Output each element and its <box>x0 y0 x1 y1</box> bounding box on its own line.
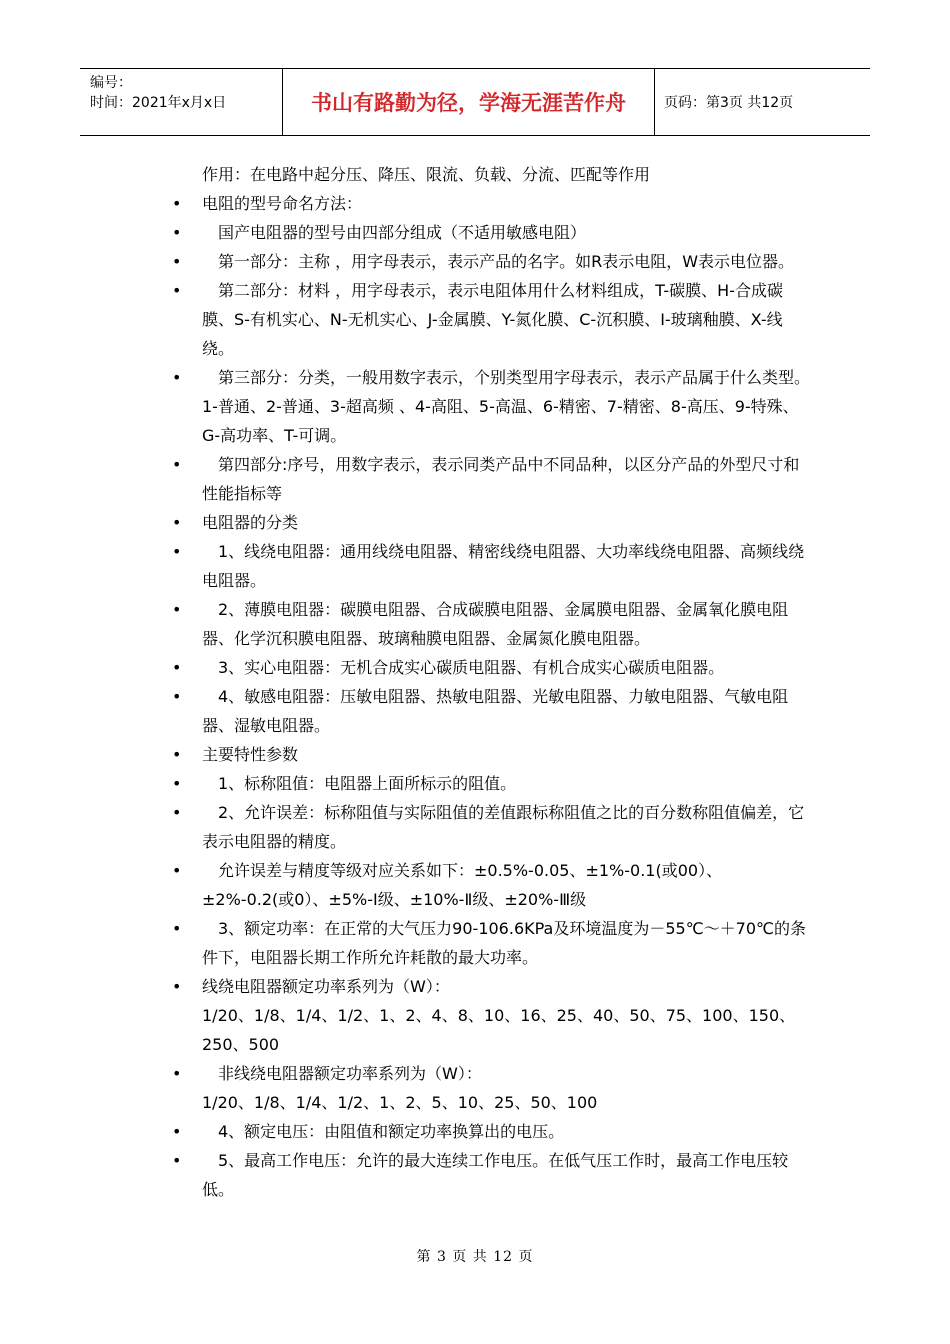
header-number: 编号： <box>90 75 132 91</box>
list-item <box>172 740 812 769</box>
list-item <box>172 769 812 798</box>
header-page-code: 页码：第3页 共12页 <box>664 95 794 111</box>
list-item <box>172 1001 812 1059</box>
list-item <box>172 1146 812 1204</box>
page-header <box>80 68 870 136</box>
list-item-text: 国产电阻器的型号由四部分组成（不适用敏感电阻） <box>218 223 587 242</box>
list-item-text: 第二部分：材料 ，用字母表示，表示电阻体用什么材料组成，T-碳膜、H-合成碳膜、S-有机实心、N-无机实心、J-金属膜、Y-氮化膜、C-沉积膜、I-玻璃釉膜、X-线绕。 <box>202 281 783 358</box>
bullet-marker: • <box>172 658 182 677</box>
list-item-text: 2、薄膜电阻器：碳膜电阻器、合成碳膜电阻器、金属膜电阻器、金属氧化膜电阻器、化学沉积膜电阻器、玻璃釉膜电阻器、金属氮化膜电阻器。 <box>202 600 789 648</box>
header-motto: 书山有路勤为径，学海无涯苦作舟 <box>282 69 655 135</box>
list-item <box>172 363 812 450</box>
list-item-text: 第三部分：分类，一般用数字表示，个别类型用字母表示，表示产品属于什么类型。1-普通、2-普通、3-超高频 、4-高阻、5-高温、6-精密、7-精密、8-高压、9-特殊、G-高功率、T-可调。 <box>202 368 811 445</box>
list-item-text: 非线绕电阻器额定功率系列为（W）： <box>218 1064 482 1083</box>
list-item-text: 1/20、1/8、1/4、1/2、1、2、5、10、25、50、100 <box>202 1093 598 1112</box>
list-item <box>172 160 812 189</box>
list-item-text: 5、最高工作电压：允许的最大连续工作电压。在低气压工作时，最高工作电压较低。 <box>202 1151 789 1199</box>
list-item <box>172 189 812 218</box>
list-item <box>172 276 812 363</box>
bullet-marker: • <box>172 194 182 213</box>
header-time: 时间：2021年x月x日 <box>90 95 227 111</box>
bullet-marker: • <box>172 513 182 532</box>
page-footer: 第 3 页 共 12 页 <box>416 1249 534 1265</box>
list-item-text: 电阻器的分类 <box>202 513 299 532</box>
list-item-text: 允许误差与精度等级对应关系如下：±0.5%-0.05、±1%-0.1(或00）、±2%-0.2(或0）、±5%-Ⅰ级、±10%-Ⅱ级、±20%-Ⅲ级 <box>202 861 723 909</box>
bullet-marker: • <box>172 542 182 561</box>
list-item <box>172 508 812 537</box>
list-item <box>172 682 812 740</box>
list-item <box>172 537 812 595</box>
bullet-marker: • <box>172 252 182 271</box>
list-item <box>172 1117 812 1146</box>
list-item-text: 4、敏感电阻器：压敏电阻器、热敏电阻器、光敏电阻器、力敏电阻器、气敏电阻器、湿敏电阻器。 <box>202 687 789 735</box>
list-item-text: 主要特性参数 <box>202 745 299 764</box>
list-item <box>172 218 812 247</box>
bullet-marker: • <box>172 455 182 474</box>
list-item <box>172 450 812 508</box>
list-item-text: 第四部分:序号，用数字表示，表示同类产品中不同品种，以区分产品的外型尺寸和性能指标等 <box>202 455 800 503</box>
bullet-marker: • <box>172 1122 182 1141</box>
bullet-marker: • <box>172 600 182 619</box>
header-meta <box>80 69 282 135</box>
list-item-text: 第一部分：主称 ，用字母表示，表示产品的名字。如R表示电阻，W表示电位器。 <box>218 252 795 271</box>
list-item <box>172 798 812 856</box>
bullet-marker: • <box>172 977 182 996</box>
list-item <box>172 856 812 914</box>
list-item <box>172 1059 812 1088</box>
list-item-text: 4、额定电压：由阻值和额定功率换算出的电压。 <box>218 1122 565 1141</box>
list-item <box>172 1088 812 1117</box>
list-item <box>172 653 812 682</box>
bullet-marker: • <box>172 803 182 822</box>
list-item-text: 线绕电阻器额定功率系列为（W）： <box>202 977 450 996</box>
list-item <box>172 247 812 276</box>
list-item-text: 1、标称阻值：电阻器上面所标示的阻值。 <box>218 774 517 793</box>
list-item-text: 3、额定功率：在正常的大气压力90-106.6KPa及环境温度为－55℃～＋70℃的条件下，电阻器长期工作所允许耗散的最大功率。 <box>202 919 807 967</box>
bullet-marker: • <box>172 861 182 880</box>
list-item <box>172 914 812 972</box>
list-item-text: 电阻的型号命名方法： <box>202 194 363 213</box>
bullet-marker: • <box>172 1064 182 1083</box>
bullet-marker: • <box>172 1151 182 1170</box>
list-item-text: 作用：在电路中起分压、降压、限流、负载、分流、匹配等作用 <box>202 165 651 184</box>
bullet-marker: • <box>172 223 182 242</box>
list-item <box>172 595 812 653</box>
document-body <box>172 160 812 1204</box>
list-item-text: 1、线绕电阻器：通用线绕电阻器、精密线绕电阻器、大功率线绕电阻器、高频线绕电阻器。 <box>202 542 805 590</box>
list-item-text: 1/20、1/8、1/4、1/2、1、2、4、8、10、16、25、40、50、75、100、150、250、500 <box>202 1006 796 1054</box>
list-item-text: 3、实心电阻器：无机合成实心碳质电阻器、有机合成实心碳质电阻器。 <box>218 658 725 677</box>
bullet-marker: • <box>172 919 182 938</box>
bullet-marker: • <box>172 774 182 793</box>
bullet-marker: • <box>172 745 182 764</box>
bullet-marker: • <box>172 281 182 300</box>
list-item-text: 2、允许误差：标称阻值与实际阻值的差值跟标称阻值之比的百分数称阻值偏差，它表示电阻器的精度。 <box>202 803 805 851</box>
list-item <box>172 972 812 1001</box>
bullet-marker: • <box>172 368 182 387</box>
bullet-marker: • <box>172 687 182 706</box>
